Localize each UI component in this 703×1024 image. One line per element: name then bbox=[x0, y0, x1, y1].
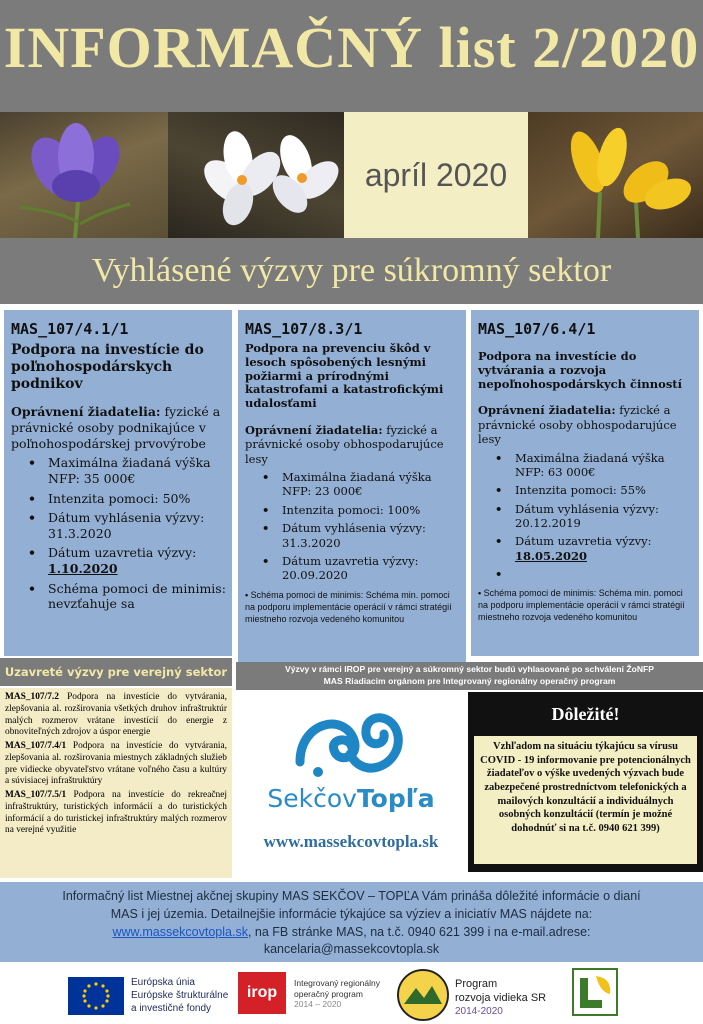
call-card-6-4-1 bbox=[471, 310, 699, 656]
footer-line3 bbox=[10, 924, 693, 942]
prv-line1: Program bbox=[455, 978, 498, 990]
call-note bbox=[478, 587, 693, 623]
eligibility-label: Oprávnení žiadatelia: bbox=[245, 422, 383, 437]
detail-deadline bbox=[479, 534, 693, 563]
closed-call-item bbox=[5, 692, 227, 739]
call-code: MAS_107/4.1/1 bbox=[11, 320, 129, 338]
eu-line3: a investičné fondy bbox=[131, 1003, 212, 1014]
irop-notice bbox=[236, 662, 703, 690]
detail-max-amount: • Maximálna žiadaná výška NFP: 35 000€ bbox=[12, 455, 226, 486]
closed-call-text: Podpora na investície do vytvárania, zlepšovania al. rozširovania všetkých druhov infraštruktúr malých rozmerov vrátane investícií do energie z obnoviteľných zdrojov a úspor energie bbox=[5, 692, 227, 738]
closed-call-code: MAS_107/7.5/1 bbox=[5, 790, 67, 800]
deadline-date: 1.10.2020 bbox=[48, 561, 118, 577]
footer-line2: MAS i jej územia. Detailnejšie informácie týkajúce sa výziev a iniciatív MAS nájdete na: bbox=[110, 906, 593, 921]
call-details bbox=[246, 470, 460, 583]
closed-call-code: MAS_107/7.2 bbox=[5, 692, 59, 702]
detail-announce-date: • Dátum vyhlásenia výzvy: 31.3.2020 bbox=[246, 521, 460, 550]
note-text: Schéma pomoci de minimis: Schéma min. pomoci na podporu implementácie operácií v rámci stratégií miestneho rozvoja vedeného komunitou bbox=[478, 588, 685, 623]
footer-text bbox=[10, 888, 693, 959]
section-subtitle: Vyhlásené výzvy pre súkromný sektor bbox=[91, 252, 612, 289]
detail-max-amount: • Maximálna žiadaná výška NFP: 63 000€ bbox=[479, 451, 693, 480]
closed-call-item bbox=[5, 790, 227, 837]
call-details bbox=[479, 451, 693, 582]
prv-line3: 2014-2020 bbox=[455, 1005, 503, 1017]
irop-line3: 2014 – 2020 bbox=[294, 999, 342, 1010]
eligibility-label: Oprávnení žiadatelia: bbox=[478, 403, 616, 418]
irop-logo-text bbox=[294, 978, 380, 1010]
wave-logo-icon bbox=[294, 702, 408, 782]
note-bullet: • bbox=[478, 588, 484, 599]
footer-info bbox=[0, 882, 703, 962]
leader-logo-icon bbox=[572, 968, 618, 1016]
detail-intensity: • Intenzita pomoci: 55% bbox=[479, 483, 693, 497]
call-eligibility bbox=[478, 403, 693, 446]
issue-date: apríl 2020 bbox=[364, 156, 508, 193]
closed-call-text: Podpora na investície do rekreačnej infraštruktúry, turistických informácií a do turistických informácií a do turistickej infraštruktúry malých rozmerov na verejné využitie bbox=[5, 790, 227, 836]
eu-flag-icon bbox=[68, 977, 124, 1015]
footer-website-link[interactable]: www.massekcovtopla.sk bbox=[112, 924, 248, 939]
call-note bbox=[245, 589, 460, 625]
call-card-4-1-1 bbox=[4, 310, 232, 656]
closed-call-code: MAS_107/7.4/1 bbox=[5, 741, 67, 751]
eligibility-text: fyzické a právnické osoby podnikajúce v poľnohospodárskej prvovýrobe bbox=[11, 404, 221, 451]
closed-calls-list bbox=[0, 688, 232, 878]
detail-announce-date: • Dátum vyhlásenia výzvy: 20.12.2019 bbox=[479, 502, 693, 531]
website-link[interactable]: www.massekcovtopla.sk bbox=[263, 832, 439, 851]
closed-calls-title: Uzavreté výzvy pre verejný sektor bbox=[4, 665, 228, 679]
call-title: Podpora na investície do vytvárania a rozvoja nepoľnohospodárskych činností bbox=[478, 349, 682, 391]
irop-notice-line1: Výzvy v rámci IROP pre verejný a súkromný sektor budú vyhlasované po schválení ŽoNFP bbox=[284, 664, 655, 674]
sponsor-logos bbox=[0, 962, 703, 1024]
call-eligibility bbox=[245, 423, 460, 466]
detail-scheme: • Schéma pomoci de minimis: nevzťahuje sa bbox=[12, 581, 226, 612]
eu-line1: Európska únia bbox=[131, 977, 195, 988]
empty-bullet bbox=[479, 567, 693, 581]
note-text: Schéma pomoci de minimis: Schéma min. pomoci na podporu implementácie operácií v rámci stratégií miestneho rozvoja vedeného komunitou bbox=[245, 589, 452, 625]
prv-logo-text bbox=[455, 978, 546, 1018]
important-text: Vzhľadom na situáciu týkajúcu sa vírusu COVID - 19 informovanie pre potencionálnych žiadateľov o výške uvedených výzvach bude zabezpečené prostredníctvom telefonických a mailových konzultácií a individuálnych osobných konzultácií (termín je možné dohodnúť si na t.č. 0940 621 399) bbox=[474, 736, 697, 864]
logo-name-part1: Sekčov bbox=[267, 784, 357, 813]
logo-name-part2: Topľa bbox=[356, 784, 435, 813]
footer-email[interactable]: kancelaria@massekcovtopla.sk bbox=[263, 942, 440, 957]
deadline-label: Dátum uzavretia výzvy: bbox=[515, 534, 652, 549]
eu-line2: Európske štrukturálne bbox=[131, 990, 229, 1001]
deadline-label: Dátum uzavretia výzvy: bbox=[48, 545, 197, 561]
irop-line1: Integrovaný regionálny bbox=[294, 978, 381, 988]
call-eligibility bbox=[11, 404, 226, 451]
page-title: INFORMAČNÝ list 2/2020 bbox=[3, 15, 700, 80]
irop-logo: irop bbox=[238, 972, 286, 1014]
detail-deadline bbox=[12, 545, 226, 576]
footer-line3-rest: , na FB stránke MAS, na t.č. 0940 621 399 i na e-mail.adrese: bbox=[247, 924, 591, 939]
date-panel bbox=[344, 112, 528, 238]
footer-line1: Informačný list Miestnej akčnej skupiny MAS SEKČOV – TOPĽA Vám prináša dôležité informácie o dianí bbox=[62, 889, 641, 903]
detail-max-amount: • Maximálna žiadaná výška NFP: 23 000€ bbox=[246, 470, 460, 499]
call-details bbox=[12, 455, 226, 612]
call-title: Podpora na prevenciu škôd v lesoch spôsobených lesnými požiarmi a prírodnými katastrofami a katastrofickými udalosťami bbox=[245, 341, 444, 411]
prv-line2: rozvoja vidieka SR bbox=[455, 991, 547, 1004]
logo-wordmark bbox=[236, 784, 466, 813]
eu-logo-text bbox=[131, 976, 228, 1015]
important-title: Dôležité! bbox=[551, 704, 620, 724]
eligibility-label: Oprávnení žiadatelia: bbox=[11, 404, 161, 420]
detail-deadline: • Dátum uzavretia výzvy: 20.09.2020 bbox=[246, 554, 460, 583]
deadline-date: 18.05.2020 bbox=[515, 548, 588, 563]
detail-intensity: • Intenzita pomoci: 50% bbox=[12, 491, 226, 507]
important-box bbox=[468, 692, 703, 872]
eligibility-text: fyzické a právnické osoby obhospodarujúce lesy bbox=[245, 422, 444, 466]
prv-seal-icon bbox=[396, 968, 450, 1022]
detail-announce-date: • Dátum vyhlásenia výzvy: 31.3.2020 bbox=[12, 510, 226, 541]
call-title: Podpora na investície do poľnohospodárskych podnikov bbox=[11, 342, 204, 392]
closed-call-text: Podpora na investície do vytvárania, zlepšovania al. rozširovania miestnych základných služieb pre vidiecke obyvateľstvo vrátane voľného času a kultúry a súvisiacej infraštruktúry bbox=[5, 741, 227, 787]
irop-line2: operačný program bbox=[294, 988, 363, 999]
note-bullet: • bbox=[245, 589, 251, 600]
call-code: MAS_107/6.4/1 bbox=[478, 320, 596, 338]
closed-calls-header bbox=[0, 658, 232, 686]
detail-intensity: • Intenzita pomoci: 100% bbox=[246, 503, 460, 517]
irop-notice-line2: MAS Riadiacim orgánom pre Integrovaný regionálny operačný program bbox=[323, 675, 616, 686]
yellow-crocus-photo bbox=[528, 112, 703, 238]
eligibility-text: fyzické a právnické osoby obhospodarujúce lesy bbox=[478, 403, 677, 447]
call-code: MAS_107/8.3/1 bbox=[245, 320, 363, 338]
purple-crocus-photo bbox=[0, 112, 168, 238]
white-crocus-photo bbox=[168, 112, 344, 238]
closed-call-item bbox=[5, 741, 227, 788]
call-card-8-3-1 bbox=[238, 310, 466, 662]
photo-strip bbox=[0, 112, 703, 238]
mas-logo-area bbox=[236, 692, 466, 882]
